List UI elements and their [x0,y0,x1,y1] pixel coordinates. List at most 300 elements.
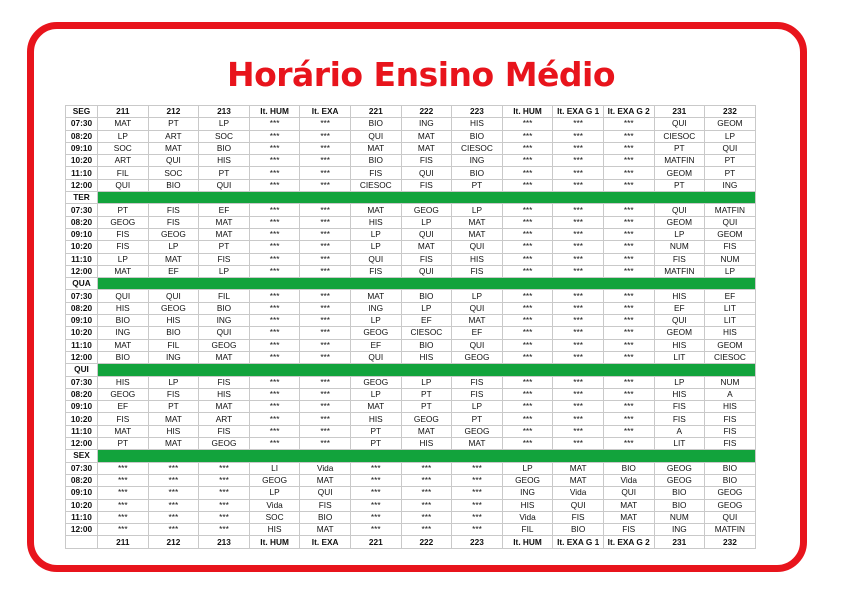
column-header: 211 [98,106,149,118]
subject-cell: ING [502,487,553,499]
subject-cell: *** [300,339,351,351]
column-header: It. HUM [502,106,553,118]
subject-cell: HIS [705,401,756,413]
subject-cell: *** [98,462,149,474]
subject-cell: GEOM [705,118,756,130]
subject-cell: *** [502,241,553,253]
subject-cell: LP [452,290,503,302]
subject-cell: Vida [553,487,604,499]
subject-cell: *** [603,228,654,240]
day-label: SEX [66,450,98,462]
subject-cell: MAT [199,401,250,413]
subject-cell: MAT [98,118,149,130]
table-row [66,487,756,499]
subject-cell: SOC [98,142,149,154]
table-row [66,351,756,363]
subject-cell: *** [603,425,654,437]
day-row [66,278,756,290]
subject-cell: LP [98,130,149,142]
subject-cell: LP [199,265,250,277]
subject-cell: MAT [199,216,250,228]
subject-cell: ING [401,118,452,130]
table-row [66,155,756,167]
subject-cell: FIS [705,241,756,253]
footer-column-label: 231 [654,536,705,548]
subject-cell: PT [654,179,705,191]
subject-cell: HIS [502,499,553,511]
subject-cell: BIO [199,302,250,314]
subject-cell: MAT [199,351,250,363]
subject-cell: *** [249,315,300,327]
footer-column-label: 213 [199,536,250,548]
footer-column-label: It. EXA G 2 [603,536,654,548]
subject-cell: *** [249,413,300,425]
subject-cell: GEOM [705,228,756,240]
subject-cell: GEOM [654,216,705,228]
subject-cell: PT [654,142,705,154]
subject-cell: *** [502,290,553,302]
subject-cell: *** [603,253,654,265]
subject-cell: *** [300,438,351,450]
subject-cell: GEOM [705,339,756,351]
subject-cell: FIS [148,204,199,216]
time-cell: 07:30 [66,204,98,216]
subject-cell: MAT [350,401,401,413]
time-cell: 11:10 [66,167,98,179]
subject-cell: PT [199,167,250,179]
subject-cell: MAT [148,142,199,154]
subject-cell: BIO [553,524,604,536]
subject-cell: *** [603,413,654,425]
column-header: 222 [401,106,452,118]
subject-cell: *** [502,228,553,240]
subject-cell: LP [350,241,401,253]
subject-cell: MAT [98,339,149,351]
subject-cell: PT [199,241,250,253]
subject-cell: MATFIN [705,204,756,216]
subject-cell: A [705,388,756,400]
subject-cell: NUM [654,511,705,523]
day-label: TER [66,192,98,204]
subject-cell: HIS [199,388,250,400]
subject-cell: EF [350,339,401,351]
subject-cell: LP [502,462,553,474]
table-row [66,474,756,486]
subject-cell: FIS [148,216,199,228]
subject-cell: *** [98,499,149,511]
subject-cell: FIS [98,413,149,425]
subject-cell: *** [300,118,351,130]
subject-cell: BIO [148,327,199,339]
subject-cell: QUI [654,204,705,216]
subject-cell: PT [98,438,149,450]
subject-cell: *** [249,253,300,265]
subject-cell: *** [502,339,553,351]
subject-cell: *** [300,142,351,154]
subject-cell: HIS [350,413,401,425]
subject-cell: QUI [98,179,149,191]
day-separator-bar [98,278,756,290]
subject-cell: CIESOC [452,142,503,154]
subject-cell: FIS [98,241,149,253]
subject-cell: QUI [705,142,756,154]
time-cell: 11:10 [66,253,98,265]
subject-cell: *** [300,130,351,142]
subject-cell: QUI [705,216,756,228]
subject-cell: EF [148,265,199,277]
subject-cell: HIS [401,438,452,450]
subject-cell: ING [98,327,149,339]
time-cell: 08:20 [66,388,98,400]
subject-cell: BIO [98,315,149,327]
subject-cell: *** [502,253,553,265]
column-header: It. EXA G 1 [553,106,604,118]
subject-cell: HIS [249,524,300,536]
subject-cell: *** [603,130,654,142]
subject-cell: FIL [502,524,553,536]
subject-cell: *** [401,474,452,486]
subject-cell: MAT [148,413,199,425]
subject-cell: GEOG [401,204,452,216]
subject-cell: *** [350,474,401,486]
subject-cell: *** [148,474,199,486]
day-separator-bar [98,450,756,462]
subject-cell: *** [553,142,604,154]
subject-cell: *** [249,142,300,154]
subject-cell: *** [401,487,452,499]
subject-cell: BIO [350,118,401,130]
subject-cell: *** [553,155,604,167]
subject-cell: *** [300,241,351,253]
subject-cell: QUI [705,511,756,523]
subject-cell: BIO [452,167,503,179]
subject-cell: *** [249,228,300,240]
subject-cell: *** [553,315,604,327]
subject-cell: MAT [148,438,199,450]
subject-cell: HIS [705,327,756,339]
column-header: 213 [199,106,250,118]
subject-cell: *** [553,376,604,388]
subject-cell: *** [603,167,654,179]
subject-cell: LIT [654,438,705,450]
subject-cell: *** [603,216,654,228]
table-row [66,511,756,523]
subject-cell: *** [300,401,351,413]
subject-cell: LP [350,315,401,327]
column-header: It. HUM [249,106,300,118]
subject-cell: *** [603,179,654,191]
subject-cell: *** [300,425,351,437]
subject-cell: HIS [654,339,705,351]
footer-column-label: 222 [401,536,452,548]
subject-cell: *** [249,376,300,388]
subject-cell: GEOG [199,339,250,351]
subject-cell: CIESOC [654,130,705,142]
subject-cell: GEOG [350,376,401,388]
subject-cell: BIO [705,462,756,474]
day-label: SEG [66,106,98,118]
subject-cell: MAT [603,499,654,511]
subject-cell: *** [603,376,654,388]
subject-cell: *** [300,179,351,191]
subject-cell: FIS [401,155,452,167]
table-row [66,388,756,400]
subject-cell: FIS [148,388,199,400]
subject-cell: PT [705,167,756,179]
column-header: It. EXA G 2 [603,106,654,118]
subject-cell: FIS [300,499,351,511]
subject-cell: *** [502,401,553,413]
subject-cell: PT [350,438,401,450]
subject-cell: PT [452,179,503,191]
subject-cell: *** [98,487,149,499]
time-cell: 10:20 [66,155,98,167]
subject-cell: *** [300,376,351,388]
subject-cell: *** [553,290,604,302]
subject-cell: *** [553,327,604,339]
subject-cell: FIS [654,401,705,413]
day-row [66,450,756,462]
subject-cell: *** [603,388,654,400]
subject-cell: FIS [452,376,503,388]
subject-cell: PT [705,155,756,167]
subject-cell: MATFIN [654,265,705,277]
subject-cell: ART [98,155,149,167]
subject-cell: *** [502,130,553,142]
subject-cell: HIS [654,290,705,302]
subject-cell: *** [300,204,351,216]
footer-column-label: 221 [350,536,401,548]
subject-cell: GEOG [654,462,705,474]
subject-cell: HIS [98,376,149,388]
subject-cell: MAT [452,438,503,450]
subject-cell: *** [502,425,553,437]
subject-cell: *** [502,315,553,327]
subject-cell: *** [553,401,604,413]
subject-cell: *** [603,315,654,327]
subject-cell: BIO [199,142,250,154]
subject-cell: *** [98,511,149,523]
table-row [66,241,756,253]
subject-cell: CIESOC [350,179,401,191]
subject-cell: HIS [452,118,503,130]
subject-cell: *** [553,216,604,228]
subject-cell: *** [452,499,503,511]
table-row [66,413,756,425]
table-row [66,524,756,536]
subject-cell: FIS [199,376,250,388]
subject-cell: *** [249,216,300,228]
subject-cell: MAT [401,142,452,154]
subject-cell: *** [553,204,604,216]
subject-cell: ING [705,179,756,191]
subject-cell: *** [603,155,654,167]
subject-cell: LP [199,118,250,130]
subject-cell: *** [199,511,250,523]
subject-cell: *** [603,302,654,314]
subject-cell: SOC [249,511,300,523]
subject-cell: *** [300,413,351,425]
subject-cell: MAT [98,265,149,277]
table-row [66,167,756,179]
subject-cell: *** [98,474,149,486]
subject-cell: *** [249,265,300,277]
subject-cell: LP [148,376,199,388]
subject-cell: *** [300,351,351,363]
subject-cell: BIO [98,351,149,363]
subject-cell: *** [603,290,654,302]
table-row [66,265,756,277]
subject-cell: *** [148,524,199,536]
subject-cell: *** [350,524,401,536]
subject-cell: *** [300,315,351,327]
subject-cell: QUI [199,179,250,191]
footer-row [66,536,756,548]
subject-cell: BIO [300,511,351,523]
subject-cell: *** [300,327,351,339]
time-cell: 08:20 [66,302,98,314]
subject-cell: *** [502,118,553,130]
subject-cell: ING [654,524,705,536]
subject-cell: *** [603,351,654,363]
subject-cell: *** [502,179,553,191]
subject-cell: EF [452,327,503,339]
subject-cell: *** [603,438,654,450]
subject-cell: QUI [401,228,452,240]
subject-cell: *** [502,167,553,179]
subject-cell: *** [249,167,300,179]
subject-cell: A [654,425,705,437]
subject-cell: GEOG [705,499,756,511]
column-header: 231 [654,106,705,118]
subject-cell: CIESOC [705,351,756,363]
subject-cell: ING [148,351,199,363]
table-row [66,179,756,191]
subject-cell: *** [502,265,553,277]
subject-cell: *** [300,253,351,265]
subject-cell: LP [98,253,149,265]
column-header: 232 [705,106,756,118]
time-cell: 08:20 [66,216,98,228]
footer-column-label: 211 [98,536,149,548]
subject-cell: MAT [98,425,149,437]
subject-cell: MAT [300,524,351,536]
subject-cell: *** [300,216,351,228]
footer-column-label: 212 [148,536,199,548]
subject-cell: FIS [199,425,250,437]
subject-cell: GEOM [654,327,705,339]
subject-cell: *** [350,487,401,499]
table-row [66,339,756,351]
subject-cell: HIS [452,253,503,265]
subject-cell: PT [350,425,401,437]
footer-column-label: It. HUM [249,536,300,548]
subject-cell: QUI [452,302,503,314]
column-header: 223 [452,106,503,118]
subject-cell: GEOG [98,216,149,228]
subject-cell: *** [148,462,199,474]
footer-column-label: It. EXA [300,536,351,548]
subject-cell: GEOG [148,228,199,240]
subject-cell: BIO [705,474,756,486]
table-row [66,315,756,327]
subject-cell: QUI [199,327,250,339]
subject-cell: HIS [401,351,452,363]
subject-cell: *** [502,204,553,216]
subject-cell: *** [249,290,300,302]
subject-cell: *** [603,241,654,253]
subject-cell: BIO [452,130,503,142]
subject-cell: LP [452,401,503,413]
subject-cell: MATFIN [705,524,756,536]
subject-cell: *** [249,327,300,339]
subject-cell: *** [401,524,452,536]
subject-cell: *** [350,499,401,511]
day-separator-bar [98,364,756,376]
subject-cell: FIS [705,413,756,425]
time-cell: 11:10 [66,511,98,523]
subject-cell: HIS [199,155,250,167]
subject-cell: FIS [350,265,401,277]
time-cell: 07:30 [66,376,98,388]
subject-cell: FIS [705,425,756,437]
subject-cell: GEOM [654,167,705,179]
subject-cell: Vida [249,499,300,511]
subject-cell: *** [300,228,351,240]
subject-cell: LP [401,302,452,314]
time-cell: 11:10 [66,425,98,437]
subject-cell: MAT [401,130,452,142]
subject-cell: MAT [148,253,199,265]
subject-cell: MAT [199,228,250,240]
subject-cell: SOC [148,167,199,179]
subject-cell: *** [98,524,149,536]
subject-cell: LIT [654,351,705,363]
subject-cell: *** [350,511,401,523]
subject-cell: FIL [148,339,199,351]
subject-cell: *** [199,462,250,474]
subject-cell: GEOG [654,474,705,486]
table-row [66,130,756,142]
time-cell: 09:10 [66,401,98,413]
footer-column-label: 223 [452,536,503,548]
time-cell: 10:20 [66,241,98,253]
subject-cell: HIS [98,302,149,314]
subject-cell: *** [249,130,300,142]
subject-cell: NUM [705,253,756,265]
subject-cell: ART [199,413,250,425]
subject-cell: *** [553,167,604,179]
subject-cell: FIS [603,524,654,536]
subject-cell: *** [249,401,300,413]
subject-cell: BIO [603,462,654,474]
subject-cell: *** [603,204,654,216]
subject-cell: *** [603,327,654,339]
subject-cell: QUI [603,487,654,499]
subject-cell: EF [705,290,756,302]
subject-cell: MATFIN [654,155,705,167]
time-cell: 11:10 [66,339,98,351]
subject-cell: *** [603,142,654,154]
subject-cell: QUI [148,290,199,302]
column-header: It. EXA [300,106,351,118]
time-cell: 08:20 [66,130,98,142]
subject-cell: QUI [350,253,401,265]
subject-cell: GEOG [401,413,452,425]
subject-cell: LIT [705,315,756,327]
subject-cell: FIS [401,179,452,191]
subject-cell: *** [249,155,300,167]
